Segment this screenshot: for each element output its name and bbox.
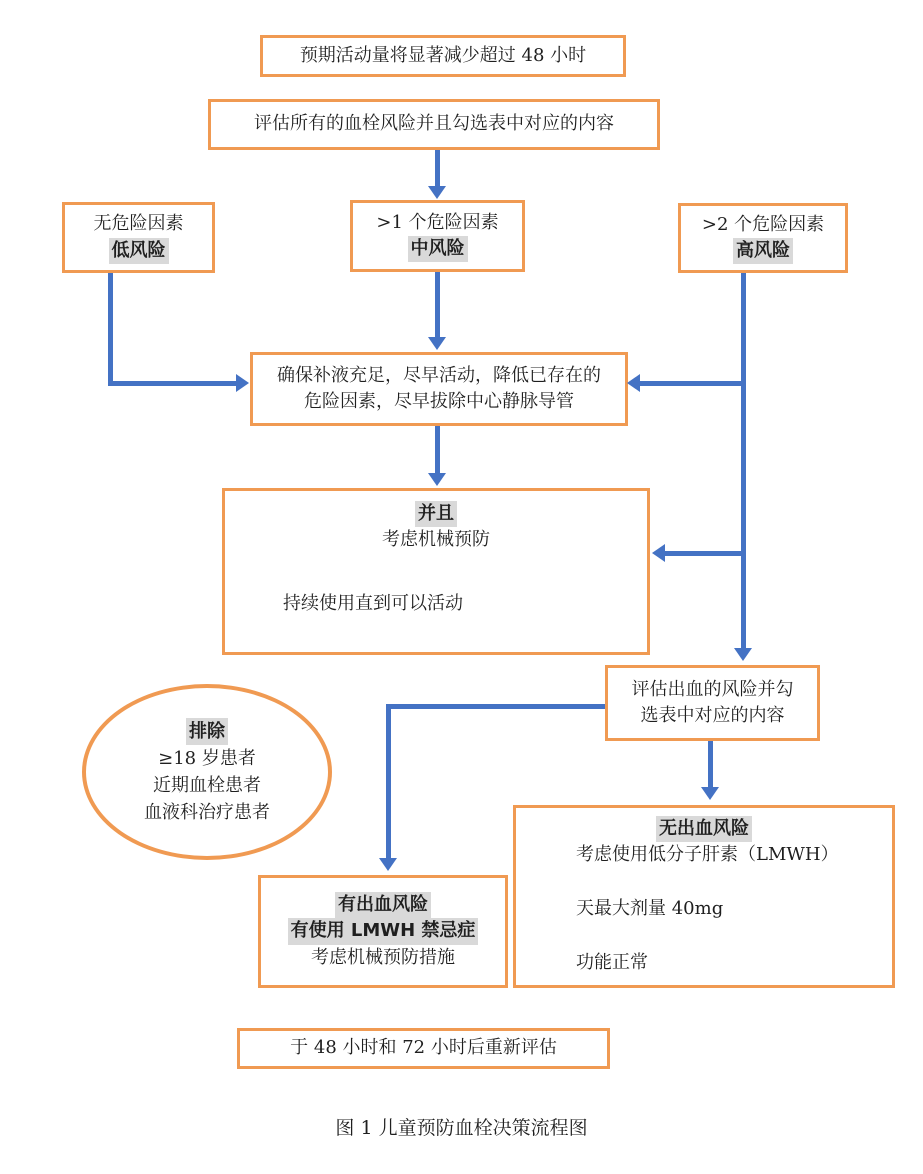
connector-high-to-hydration-hline: [640, 381, 743, 386]
node-medium-risk-label: 中风险: [408, 236, 468, 262]
node-exclusion: [82, 684, 332, 860]
node-no-bleeding-risk-title: 无出血风险: [656, 816, 752, 842]
node-ensure-hydration-line2: 危险因素，尽早拔除中心静脉导管: [304, 391, 574, 412]
node-no-bleeding-risk-line1: 考虑使用低分子肝素（LMWH）: [576, 844, 839, 866]
figure-caption: 图 1 儿童预防血栓决策流程图: [335, 1117, 588, 1139]
connector-medium-to-hydration-arrowhead: [428, 337, 446, 350]
node-exclusion-line1: ≥18 岁患者: [158, 748, 256, 769]
node-ensure-hydration: [250, 352, 628, 426]
connector-high-to-mechanical-hline: [665, 551, 743, 556]
node-low-risk-label: 低风险: [109, 238, 169, 264]
connector-low-to-hydration-vline: [108, 273, 113, 386]
node-assess-bleeding-line1: 评估出血的风险并勾: [631, 678, 794, 700]
connector-hydration-to-mechanical-arrowhead: [428, 473, 446, 486]
connector-low-to-hydration-arrowhead: [236, 374, 249, 392]
node-expected-activity-text: 预期活动量将显著减少超过 48 小时: [299, 44, 587, 66]
node-assess-thrombosis-text: 评估所有的血栓风险并且勾选表中对应的内容: [254, 113, 614, 135]
node-high-risk-line1: >2 个危险因素: [701, 213, 825, 235]
node-bleeding-risk-line1: 考虑机械预防措施: [311, 946, 455, 968]
connector-medium-to-hydration-line: [435, 272, 440, 338]
connector-high-to-mechanical-arrowhead: [652, 544, 665, 562]
node-and-mechanical: [222, 488, 650, 655]
connector-hydration-to-mechanical-line: [435, 426, 440, 474]
node-assess-thrombosis: [208, 99, 660, 150]
node-high-risk-label: 高风险: [733, 238, 793, 264]
node-low-risk: [62, 202, 215, 273]
node-no-bleeding-risk-line3: 功能正常: [576, 952, 648, 974]
connector-assess-to-medium-arrowhead: [428, 186, 446, 199]
node-medium-risk-line1: >1 个危险因素: [376, 211, 499, 233]
node-exclusion-line2: 近期血栓患者: [153, 775, 261, 796]
node-reassess-text: 于 48 小时和 72 小时后重新评估: [290, 1037, 557, 1059]
node-bleeding-risk-title2: 有使用 LMWH 禁忌症: [288, 918, 479, 944]
node-assess-bleeding-line2: 选表中对应的内容: [640, 705, 785, 726]
node-no-bleeding-risk-line2: 天最大剂量 40mg: [576, 898, 724, 920]
connector-high-to-bleeding-vline: [741, 273, 746, 649]
node-ensure-hydration-line1: 确保补液充足，尽早活动，降低已存在的: [277, 364, 601, 386]
node-exclusion-line3: 血液科治疗患者: [144, 802, 270, 823]
connector-bleedassess-to-bleedrisk-vline: [386, 704, 391, 859]
node-reassess: [237, 1028, 610, 1069]
node-high-risk: [678, 203, 848, 273]
node-medium-risk: [350, 200, 525, 272]
node-bleeding-risk-title1: 有出血风险: [335, 892, 431, 918]
node-and-mechanical-title: 并且: [415, 501, 457, 527]
node-no-bleeding-risk: [513, 805, 895, 988]
connector-bleedassess-to-nobleed-arrowhead: [701, 787, 719, 800]
connector-high-to-bleeding-arrowhead: [734, 648, 752, 661]
connector-bleedassess-to-nobleed-line: [708, 741, 713, 788]
node-low-risk-line1: 无危险因素: [93, 213, 184, 235]
node-bleeding-risk: [258, 875, 508, 988]
connector-high-to-hydration-arrowhead: [627, 374, 640, 392]
node-expected-activity: [260, 35, 626, 77]
connector-bleedassess-to-bleedrisk-arrowhead: [379, 858, 397, 871]
connector-assess-to-medium-line: [435, 150, 440, 187]
node-exclusion-title: 排除: [186, 718, 228, 745]
connector-bleedassess-to-bleedrisk-hline: [386, 704, 605, 709]
node-assess-bleeding: [605, 665, 820, 741]
connector-low-to-hydration-hline: [108, 381, 237, 386]
node-and-mechanical-line2: 持续使用直到可以活动: [283, 593, 463, 615]
node-and-mechanical-line1: 考虑机械预防: [382, 529, 490, 551]
